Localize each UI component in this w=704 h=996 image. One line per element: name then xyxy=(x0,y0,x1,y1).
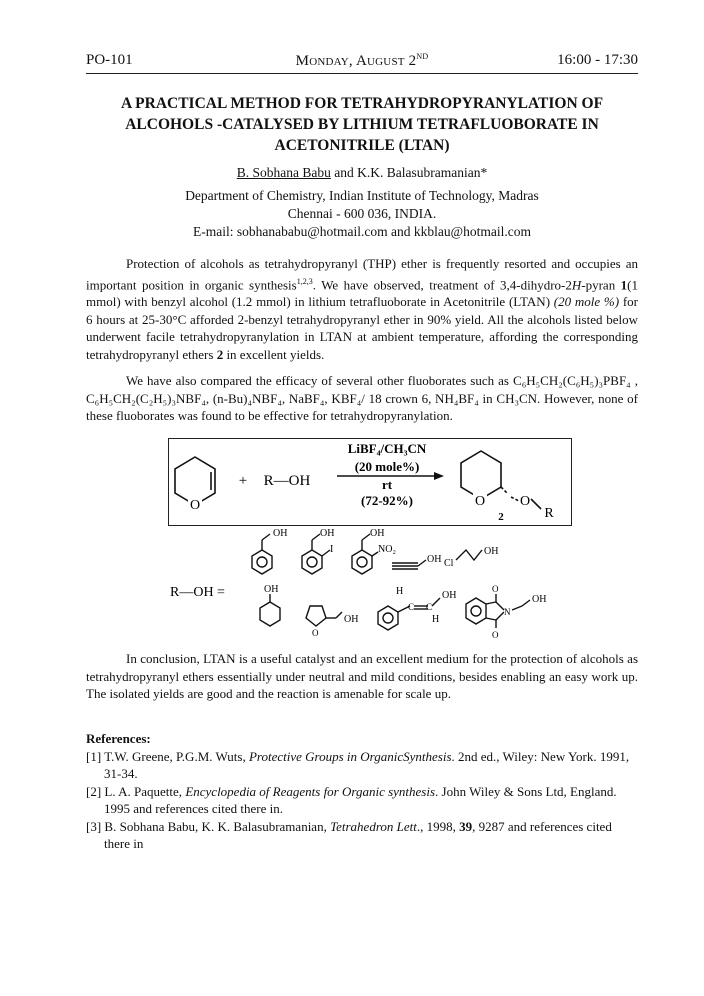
session-time: 16:00 - 17:30 xyxy=(557,52,638,68)
product-ether-oxygen: O xyxy=(519,494,531,509)
product-ring-oxygen: O xyxy=(474,494,486,509)
product-r-group: R xyxy=(544,506,554,521)
nitrobenzyl-alcohol xyxy=(352,534,378,574)
benzyl-alcohol xyxy=(252,534,272,574)
oh-label-5: OH xyxy=(484,546,499,557)
oh-label-6: OH xyxy=(264,584,279,595)
oh-label-7: OH xyxy=(344,614,359,625)
references-heading: References: xyxy=(86,731,151,746)
arrow-head xyxy=(434,472,444,480)
reaction-scheme xyxy=(168,438,572,526)
author-2: K.K. Balasubramanian* xyxy=(357,165,488,180)
affiliation: Department of Chemistry, Indian Institute of Technology, Madras Chennai - 600 036, INDIA. E-mail: sobhanababu@hotmail.com and kkblau@hotmail.com xyxy=(86,187,638,241)
chloroethanol xyxy=(456,550,482,560)
product-label: 2 xyxy=(498,511,504,523)
page-header xyxy=(86,52,638,72)
alcohol-reagent: R—OH xyxy=(263,473,311,489)
header-rule xyxy=(86,73,638,74)
authors: B. Sobhana Babu and K.K. Balasubramanian* xyxy=(236,165,488,180)
author-1: B. Sobhana Babu xyxy=(236,165,331,180)
condition-catalyst: LiBF₄/CH₃CN xyxy=(347,441,427,456)
session-code: PO-101 xyxy=(86,52,133,68)
references xyxy=(86,730,638,853)
reference-1: [1] T.W. Greene, P.G.M. Wuts, Protective Groups in OrganicSynthesis. 2nd ed., Wiley: New York. 1991, 31-34. xyxy=(86,748,630,781)
condition-yield: (72-92%) xyxy=(361,493,413,508)
oh-label-2: OH xyxy=(320,528,335,539)
propargyl-alcohol xyxy=(392,560,426,569)
condition-loading: (20 mole%) xyxy=(354,459,420,474)
h-label-2: H xyxy=(432,614,440,625)
cyclohexanol xyxy=(260,594,280,626)
reaction-scheme-drawing xyxy=(169,439,571,525)
paragraph-conclusion: In conclusion, LTAN is a useful catalyst and an excellent medium for the protection of alcohols as tetrahydropyranyl ethers essentially under neutral and mild conditions, besides enabling an easy work up. The isolated yields are good and the reaction is amenable for scale up. xyxy=(86,651,638,701)
c-label-1: C xyxy=(408,602,415,612)
ring-oxygen: O xyxy=(189,498,201,513)
session-day: Monday, August 2ND xyxy=(295,52,429,69)
imide-n: N xyxy=(504,607,511,617)
c-label-2: C xyxy=(426,602,433,612)
oh-label-9: OH xyxy=(532,594,547,605)
plus-sign: + xyxy=(238,473,248,489)
oh-label-3: OH xyxy=(370,528,385,539)
h-label-1: H xyxy=(396,586,404,597)
furfuryl-alcohol xyxy=(306,606,342,626)
hydroxymethyl-phthalimide xyxy=(466,594,530,628)
oh-label-1: OH xyxy=(273,528,288,539)
reference-3: [3] B. Sobhana Babu, K. K. Balasubramanian, Tetrahedron Lett., 1998, 39, 9287 and references cited there in xyxy=(86,818,612,851)
furan-oxygen: O xyxy=(312,628,319,638)
carbonyl-o-2: O xyxy=(492,630,499,640)
paragraph-intro: Protection of alcohols as tetrahydropyranyl (THP) ether is frequently resorted and occupies an important position in organic synthesis$^{1,2,3}$. We have observed, treatment of 3,4-dihydro-2H-pyran 1(1 mmol) with benzyl alcohol (1.2 mmol) in lithium tetrafluoborate in Acetonitrile (LTAN) (20 mole %) for 6 hours at 25-30°C afforded 2-benzyl tetrahydropyranyl ether in 90% yield. All the alcohols listed below underwent facile tetrahydropyranylation in LTAN at ambient temperature, affording the corresponding tetrahydropyranyl ethers 2 in excellent yields. xyxy=(86,256,638,362)
oh-label-4: OH xyxy=(427,554,442,565)
iodo-label: I xyxy=(330,544,334,555)
paper-title: A PRACTICAL METHOD FOR TETRAHYDROPYRANYLATION OF ALCOHOLS -CATALYSED BY LITHIUM TETRAFLUOBORATE IN ACETONITRILE (LTAN) xyxy=(120,95,604,154)
reference-2: [2] L. A. Paquette, Encyclopedia of Reagents for Organic synthesis. John Wiley & Sons Ltd, England. 1995 and references cited there in. xyxy=(86,783,617,816)
email-line: E-mail: sobhanababu@hotmail.com and kkblau@hotmail.com xyxy=(193,224,531,239)
substrate-drawings xyxy=(170,526,590,644)
roh-equals: R—OH = xyxy=(170,585,225,600)
oh-label-8: OH xyxy=(442,590,457,601)
cl-label: Cl xyxy=(444,558,454,569)
condition-temperature: rt xyxy=(381,477,393,492)
iodobenzyl-alcohol xyxy=(302,534,330,574)
nitro-label: NO₂ xyxy=(378,544,396,555)
paragraph-fluoborates: We have also compared the efficacy of several other fluoborates such as C₆H₅CH₂(C₆H₅)₃PBF₄ , C₆H₅CH₂(C₂H₅)₃NBF₄, (n-Bu)₄NBF₄, NaBF₄, KBF₄/ 18 crown 6, NH₄BF₄ in CH₃CN. However, none of these fluoborates was found to be effective for tetrahydropyranylation. xyxy=(86,373,638,423)
carbonyl-o-1: O xyxy=(492,584,499,594)
substrate-scope xyxy=(170,526,590,644)
